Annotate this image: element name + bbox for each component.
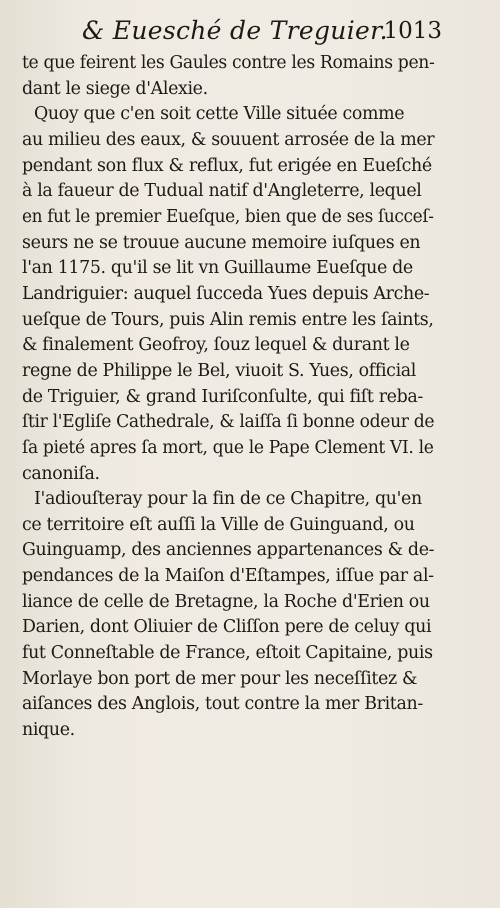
running-title: & Euesché de Treguier. xyxy=(82,16,388,45)
text-line: ce territoire eſt auſſi la Ville de Guinguand, ou xyxy=(22,514,415,535)
text-line: Darien, dont Oliuier de Cliſſon pere de celuy qui xyxy=(22,617,432,638)
text-line: en fut le premier Eueſque, bien que de ses ſucceſ- xyxy=(22,206,434,227)
text-line: liance de celle de Bretagne, la Roche d'Erien ou xyxy=(22,591,430,612)
text-line: l'an 1175. qu'il se lit vn Guillaume Eueſque de xyxy=(22,258,413,279)
text-line: pendances de la Maiſon d'Eſtampes, iſſue par al- xyxy=(22,566,434,587)
text-line: de Triguier, & grand Iuriſconſulte, qui fiſt reba- xyxy=(22,386,423,407)
page-number: 1013 xyxy=(383,18,442,44)
text-line: fut Conneſtable de France, eſtoit Capitaine, puis xyxy=(22,643,433,664)
body-text xyxy=(22,51,434,744)
text-line: dant le siege d'Alexie. xyxy=(22,78,208,99)
text-line: ſa pieté apres ſa mort, que le Pape Clement VI. le xyxy=(22,437,434,458)
text-line: te que feirent les Gaules contre les Romains pen- xyxy=(22,53,435,73)
text-line: au milieu des eaux, & souuent arrosée de la mer xyxy=(22,129,435,150)
paragraph-start-line: Quoy que c'en soit cette Ville située comme xyxy=(34,104,405,125)
text-line: Landriguier: auquel ſucceda Yues depuis Arche- xyxy=(22,283,430,304)
text-line: aiſances des Anglois, tout contre la mer Britan- xyxy=(22,694,423,715)
text-line: seurs ne se trouue aucune memoire iuſques en xyxy=(22,232,421,253)
text-line: ueſque de Tours, puis Alin remis entre les ſaints, xyxy=(22,309,434,330)
page-header xyxy=(82,14,442,46)
text-line: Morlaye bon port de mer pour les neceſſitez & xyxy=(22,668,418,689)
paragraph-start-line: I'adiouſteray pour la fin de ce Chapitre, qu'en xyxy=(34,489,422,510)
text-line: Guinguamp, des anciennes appartenances & de- xyxy=(22,540,435,561)
text-line: & finalement Geofroy, ſouz lequel & durant le xyxy=(22,335,410,356)
text-line: ſtir l'Egliſe Cathedrale, & laiſſa ſi bonne odeur de xyxy=(22,412,435,433)
text-line: regne de Philippe le Bel, viuoit S. Yues, official xyxy=(22,360,417,381)
text-line: à la faueur de Tudual natif d'Angleterre, lequel xyxy=(22,181,422,202)
show-through-texture xyxy=(30,680,440,706)
text-line: nique. xyxy=(22,720,75,741)
text-line: canoniſa. xyxy=(22,463,100,484)
text-line: pendant son flux & reflux, fut erigée en Eueſché xyxy=(22,155,432,176)
